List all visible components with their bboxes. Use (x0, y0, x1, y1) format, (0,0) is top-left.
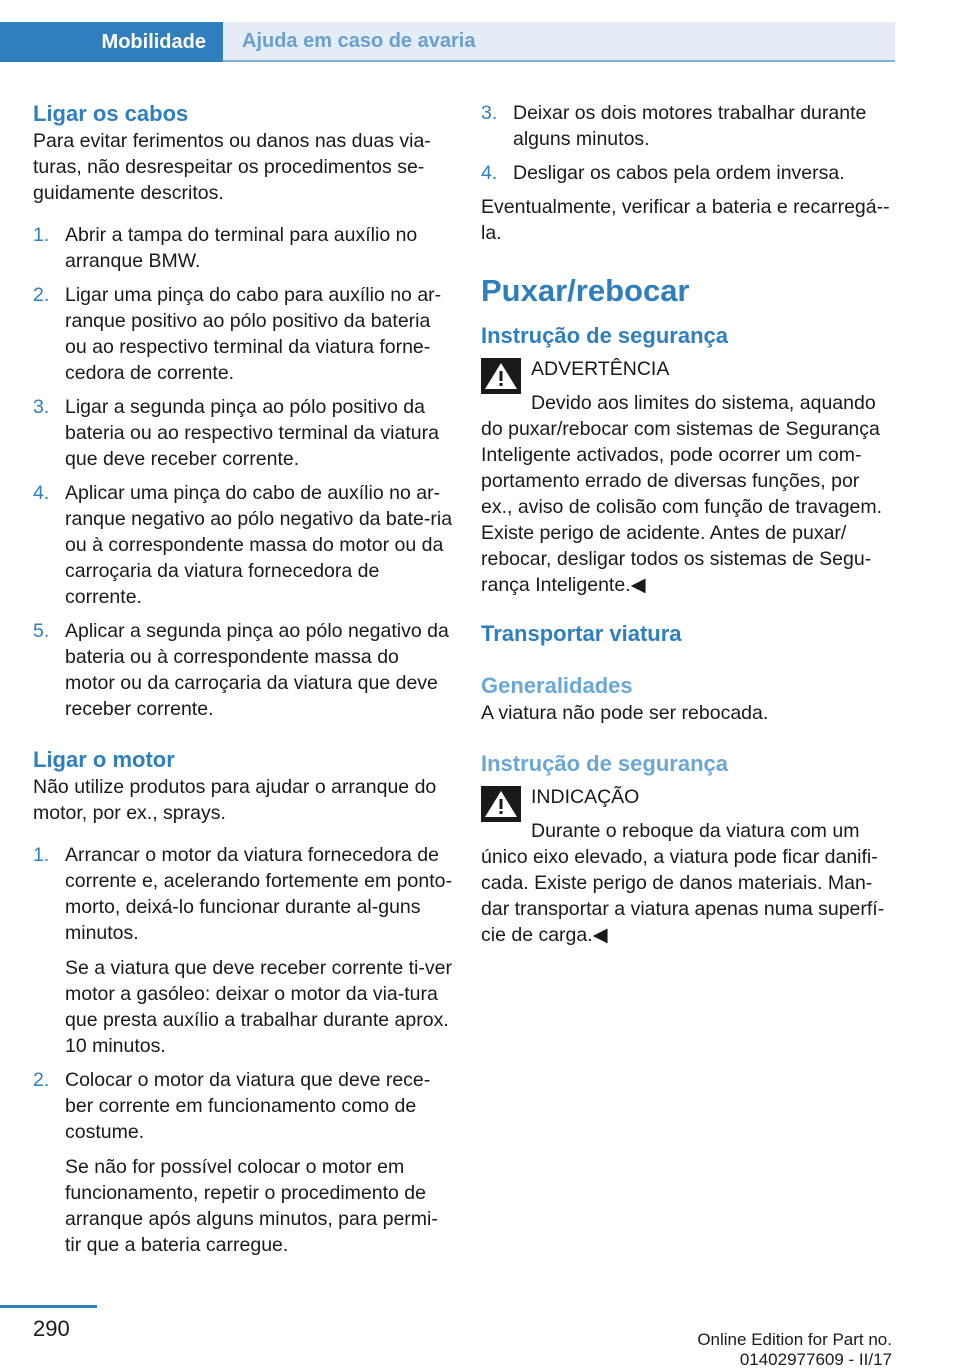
step-text: Ligar a segunda pinça ao pólo positivo da bateria ou ao respectivo terminal da viatura que deve receber corrente. (65, 396, 439, 470)
section-title-ligar-motor: Ligar o motor (33, 747, 175, 772)
list-item (33, 480, 453, 610)
section-title-instrucao-seguranca: Instrução de segurança (481, 323, 728, 348)
list-item (33, 842, 453, 1059)
section-intro-ligar-cabos: Para evitar ferimentos ou danos nas duas via-turas, não desrespeitar os procedimentos se-guidamente descritos. (33, 130, 431, 204)
step-number: 1. (33, 224, 50, 246)
paragraph-verificar-bateria: Eventualmente, verificar a bateria e recarregá--la. (481, 196, 890, 244)
step-text: Deixar os dois motores trabalhar durante alguns minutos. (513, 102, 867, 150)
list-item (481, 160, 893, 186)
page-number: 290 (33, 1316, 70, 1341)
warning-triangle-icon (481, 786, 521, 822)
section-intro-ligar-motor: Não utilize produtos para ajudar o arranque do motor, por ex., sprays. (33, 776, 437, 824)
step-number: 2. (33, 284, 50, 306)
list-item (33, 282, 453, 386)
warning-box (481, 356, 893, 598)
step-text: Colocar o motor da viatura que deve rece-ber corrente em funcionamento como de costume. (65, 1069, 431, 1143)
step-number: 4. (33, 482, 50, 504)
tab-ajuda-avaria[interactable] (223, 22, 895, 60)
steps-ligar-cabos (33, 222, 453, 722)
step-text: Ligar uma pinça do cabo para auxílio no ar-ranque positivo ao pólo positivo da bateria ou ao respectivo terminal da viatura forne-cedora de corrente. (65, 284, 442, 384)
step-text: Arrancar o motor da viatura fornecedora de corrente e, acelerando fortemente em ponto-morto, deixá-lo funcionar durante al-guns minutos. (65, 844, 452, 944)
step-number: 2. (33, 1069, 50, 1091)
tab-mobilidade-label: Mobilidade (101, 30, 206, 53)
tab-mobilidade[interactable] (0, 22, 223, 62)
chapter-title-puxar-rebocar: Puxar/rebocar (481, 273, 690, 308)
list-item (33, 394, 453, 472)
step-text: Aplicar a segunda pinça ao pólo negativo da bateria ou à correspondente massa do motor ou da carroçaria da viatura que deve receber corrente. (65, 620, 449, 720)
section-title-transportar-viatura: Transportar viatura (481, 621, 682, 646)
header-underline (223, 60, 895, 62)
warning-triangle-icon (481, 358, 521, 394)
list-item (481, 100, 893, 152)
list-item (33, 618, 453, 722)
steps-ligar-motor (33, 842, 453, 1258)
edition-text: Online Edition for Part no. 01402977609 - II/17 (697, 1330, 892, 1369)
list-item (33, 1067, 453, 1258)
list-item (33, 222, 453, 274)
warning-label: ADVERTÊNCIA (531, 358, 670, 380)
header-bar (0, 0, 895, 64)
note-text: Durante o reboque da viatura com um único eixo elevado, a viatura pode ficar danifi-cada. Existe perigo de danos materiais. Man-dar transportar a viatura apenas numa superfí-cie de carga.◀ (481, 820, 885, 946)
left-column (33, 100, 453, 1258)
tab-ajuda-avaria-label: Ajuda em caso de avaria (242, 29, 476, 52)
note-box (481, 784, 893, 948)
section-title-ligar-cabos: Ligar os cabos (33, 101, 189, 126)
step-text: Aplicar uma pinça do cabo de auxílio no ar-ranque negativo ao pólo negativo da bate-ria ou à correspondente massa do motor ou da carroçaria da viatura fornecedora de corrente. (65, 482, 453, 608)
step-number: 3. (33, 396, 50, 418)
step-subtext: Se não for possível colocar o motor em funcionamento, repetir o procedimento de arranque após alguns minutos, para permi-tir que a bateria carregue. (65, 1156, 438, 1256)
subsection-title-instrucao-seguranca: Instrução de segurança (481, 751, 728, 776)
step-text: Desligar os cabos pela ordem inversa. (513, 162, 845, 184)
footer-rule (0, 1305, 97, 1308)
step-subtext: Se a viatura que deve receber corrente ti-ver motor a gasóleo: deixar o motor da via-tura que presta auxílio a trabalhar durante aprox. 10 minutos. (65, 957, 452, 1057)
step-number: 3. (481, 102, 498, 124)
paragraph-generalidades: A viatura não pode ser rebocada. (481, 702, 769, 724)
note-label: INDICAÇÃO (531, 786, 640, 808)
steps-ligar-motor-continued (481, 100, 893, 186)
step-text: Abrir a tampa do terminal para auxílio no arranque BMW. (65, 224, 418, 272)
subsection-title-generalidades: Generalidades (481, 673, 633, 698)
step-number: 1. (33, 844, 50, 866)
step-number: 4. (481, 162, 498, 184)
warning-text: Devido aos limites do sistema, aquando do puxar/rebocar com sistemas de Segurança Inteligente activados, pode ocorrer um com-portamento errado de diversas funções, por ex., aviso de colisão com função de travagem. Existe perigo de acidente. Antes de puxar/ rebocar, desligar todos os sistemas de Segu-rança Inteligente.◀ (481, 392, 883, 596)
right-column (481, 100, 893, 948)
step-number: 5. (33, 620, 50, 642)
